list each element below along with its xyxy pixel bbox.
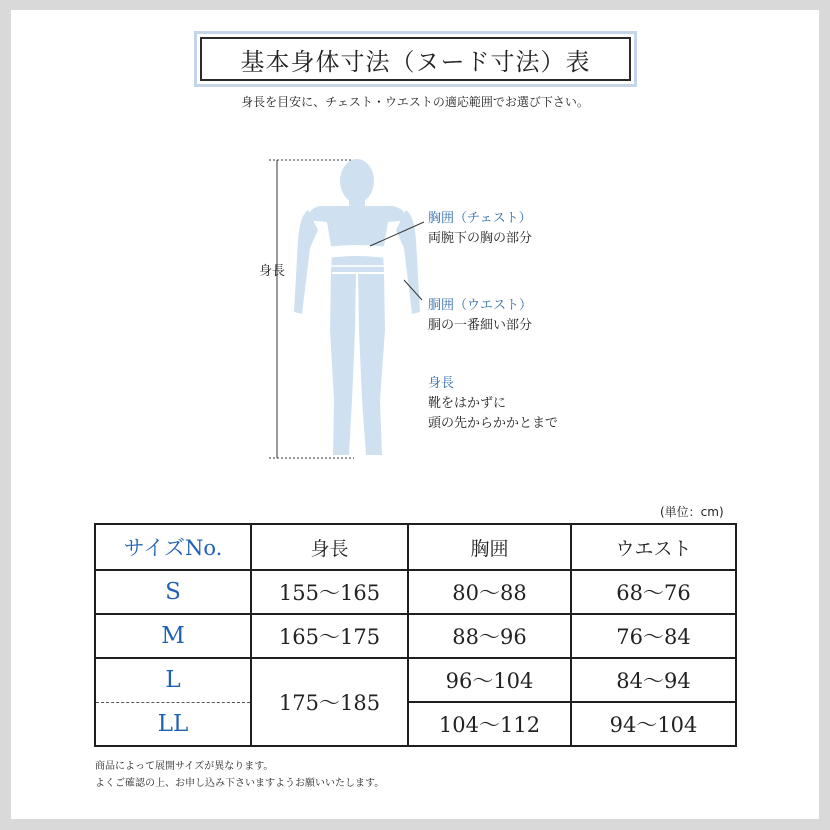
table-row <box>95 570 736 614</box>
table-row <box>95 614 736 658</box>
chest-cell: 104〜112 <box>408 702 571 746</box>
page-title <box>200 37 631 81</box>
unit-label: (単位：cm) <box>660 505 724 519</box>
waist-cell: 68〜76 <box>571 570 736 614</box>
header-height: 身長 <box>251 524 408 570</box>
height-cell: 165〜175 <box>251 614 408 658</box>
size-cell: L <box>95 658 251 702</box>
page-subtitle: 身長を目安に、チェスト・ウエストの適応範囲でお選び下さい。 <box>241 95 589 109</box>
height-note-title: 身長 <box>428 376 455 391</box>
table-row <box>95 658 736 702</box>
header-size-no: サイズNo. <box>95 524 251 570</box>
size-cell: M <box>95 614 251 658</box>
size-cell: S <box>95 570 251 614</box>
waist-note-title: 胴囲（ウエスト） <box>428 298 533 313</box>
waist-cell: 76〜84 <box>571 614 736 658</box>
footnote-line: 商品によって展開サイズが異なります。 <box>95 761 274 772</box>
size-table <box>94 523 737 747</box>
chest-cell: 96〜104 <box>408 658 571 702</box>
chest-note-desc: 両腕下の胸の部分 <box>428 231 533 246</box>
page-title-text: 基本身体寸法（ヌード寸法）表 <box>240 47 591 76</box>
height-cell: 175〜185 <box>251 658 408 746</box>
height-note-desc-1: 靴をはかずに <box>428 396 507 411</box>
table-row <box>95 702 736 746</box>
footnotes <box>95 758 384 792</box>
table-header-row <box>95 524 736 570</box>
chest-cell: 80〜88 <box>408 570 571 614</box>
waist-note-desc: 胴の一番細い部分 <box>428 318 533 333</box>
height-label: 身長 <box>259 264 286 279</box>
footnote-line: よくご確認の上、お申し込み下さいますようお願いいたします。 <box>95 778 385 789</box>
header-chest: 胸囲 <box>408 524 571 570</box>
height-cell: 155〜165 <box>251 570 408 614</box>
waist-cell: 94〜104 <box>571 702 736 746</box>
height-note-desc-2: 頭の先からかかとまで <box>428 416 559 431</box>
waist-cell: 84〜94 <box>571 658 736 702</box>
chest-note-title: 胸囲（チェスト） <box>428 211 532 226</box>
header-waist: ウエスト <box>571 524 736 570</box>
size-cell: LL <box>95 702 251 746</box>
chest-cell: 88〜96 <box>408 614 571 658</box>
